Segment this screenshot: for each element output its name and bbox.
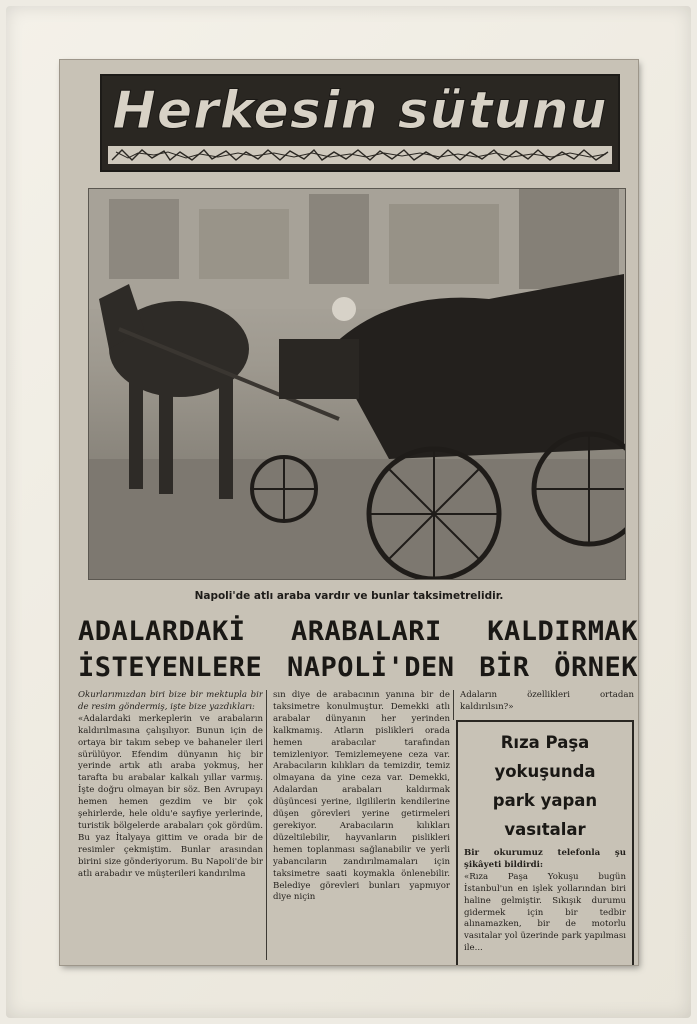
box-lead: Bir okurumuz telefonla şu şikâyeti bildirdi: <box>464 848 626 870</box>
headline-word: İSTEYENLERE <box>78 652 263 683</box>
news-brief-box <box>456 720 634 965</box>
headline-word: ARABALARI <box>290 616 442 647</box>
box-headline-line: Rıza Paşa <box>500 733 590 752</box>
doodle-strip-graphic <box>108 146 612 164</box>
article-intro: Okurlarımızdan biri bize bir mektupla bir de resim göndermiş, işte bize yazdıkları: <box>78 690 263 712</box>
box-body <box>458 844 632 955</box>
headline-word: ÖRNEK <box>554 652 638 683</box>
column-divider <box>266 690 267 960</box>
box-headline-line: park yapan <box>492 791 598 810</box>
headline-word: BİR <box>479 652 530 683</box>
box-headline-line: yokuşunda <box>494 762 596 781</box>
article-text: Adaların özellikleri ortadan kaldırılsın?» <box>460 690 634 712</box>
article-text: sın diye de arabacının yanına bir de taksimetre konulmuştur. Demekki atlı arabalar dünyanın her yerinden kalkmamış. Atların pislikleri orada hemen arabacılar tarafından temizleniyor. Temizlemeyene ceza var. Arabacıların kılıkları da temizdir, temiz olmayana da yine ceza var. Demekki, Adalardan arabaları kaldırmak düşüncesi yerine, ilgililerin kendilerine düşen görevleri yerine getirmeleri gerekiyor. Arabacıların kılıkları düzeltilebilir, hayvanların pislikleri hemen toplanması sağlanabilir ve yerli yabancıların zandırılmamaları için taksimetre saati koymakla önlenebilir. Belediye görevleri bunları yapmıyor diye niçin <box>273 690 450 903</box>
box-headline <box>458 728 632 844</box>
masthead-title: Herkesin sütunu <box>112 81 608 141</box>
box-headline-line: vasıtalar <box>504 820 586 839</box>
headline-word: KALDIRMAK <box>487 616 638 647</box>
article-column-2 <box>273 690 450 960</box>
article-column-3 <box>460 690 634 722</box>
carriage-photo-image <box>89 189 625 579</box>
headline-word: ADALARDAKİ <box>78 616 246 647</box>
masthead-decorative-strip <box>108 146 612 164</box>
article-text: «Adalardaki merkeplerin ve arabaların kaldırılmasına çalışılıyor. Bunun için de ortaya bir takım sebep ve bahaneler ileri sürülüyor. Efendim dünyanın hiç bir yerinde artık atlı araba yokmuş, her tarafta bu arabalar kalkalı yıllar varmış. İşte doğru olmayan bir söz. Ben Avrupayı hemen hemen gezdim ve bir çok şehirlerde, hele oldu'e sayfiye yerlerinde, turistik bölgelerde arabaları çok gördüm. Bu yaz İtalyaya gittim ve orada bir de resimler çekmiştim. Bunlar arasından birini size gönderiyorum. Bu Napoli'de bir atlı arabadır ve müşterileri kandırılma <box>78 713 263 879</box>
column-masthead <box>100 74 620 172</box>
headline-line-2 <box>78 652 638 683</box>
column-divider <box>453 690 454 720</box>
box-text: «Rıza Paşa Yokuşu bugün İstanbul'un en işlek yollarından biri haline gelmiştir. Sıkışık durumu gidermek için bir tedbir alınamazken, bir de motorlu vasıtalar yol üzerinde park yapılması ile... <box>464 871 626 954</box>
article-column-1 <box>78 690 263 960</box>
headline-word: NAPOLİ'DEN <box>287 652 455 683</box>
newspaper-clipping <box>60 60 638 965</box>
horse-carriage-photo <box>88 188 626 580</box>
headline-line-1 <box>78 616 638 647</box>
photo-caption: Napoli'de atlı araba vardır ve bunlar taksimetrelidir. <box>194 590 504 602</box>
